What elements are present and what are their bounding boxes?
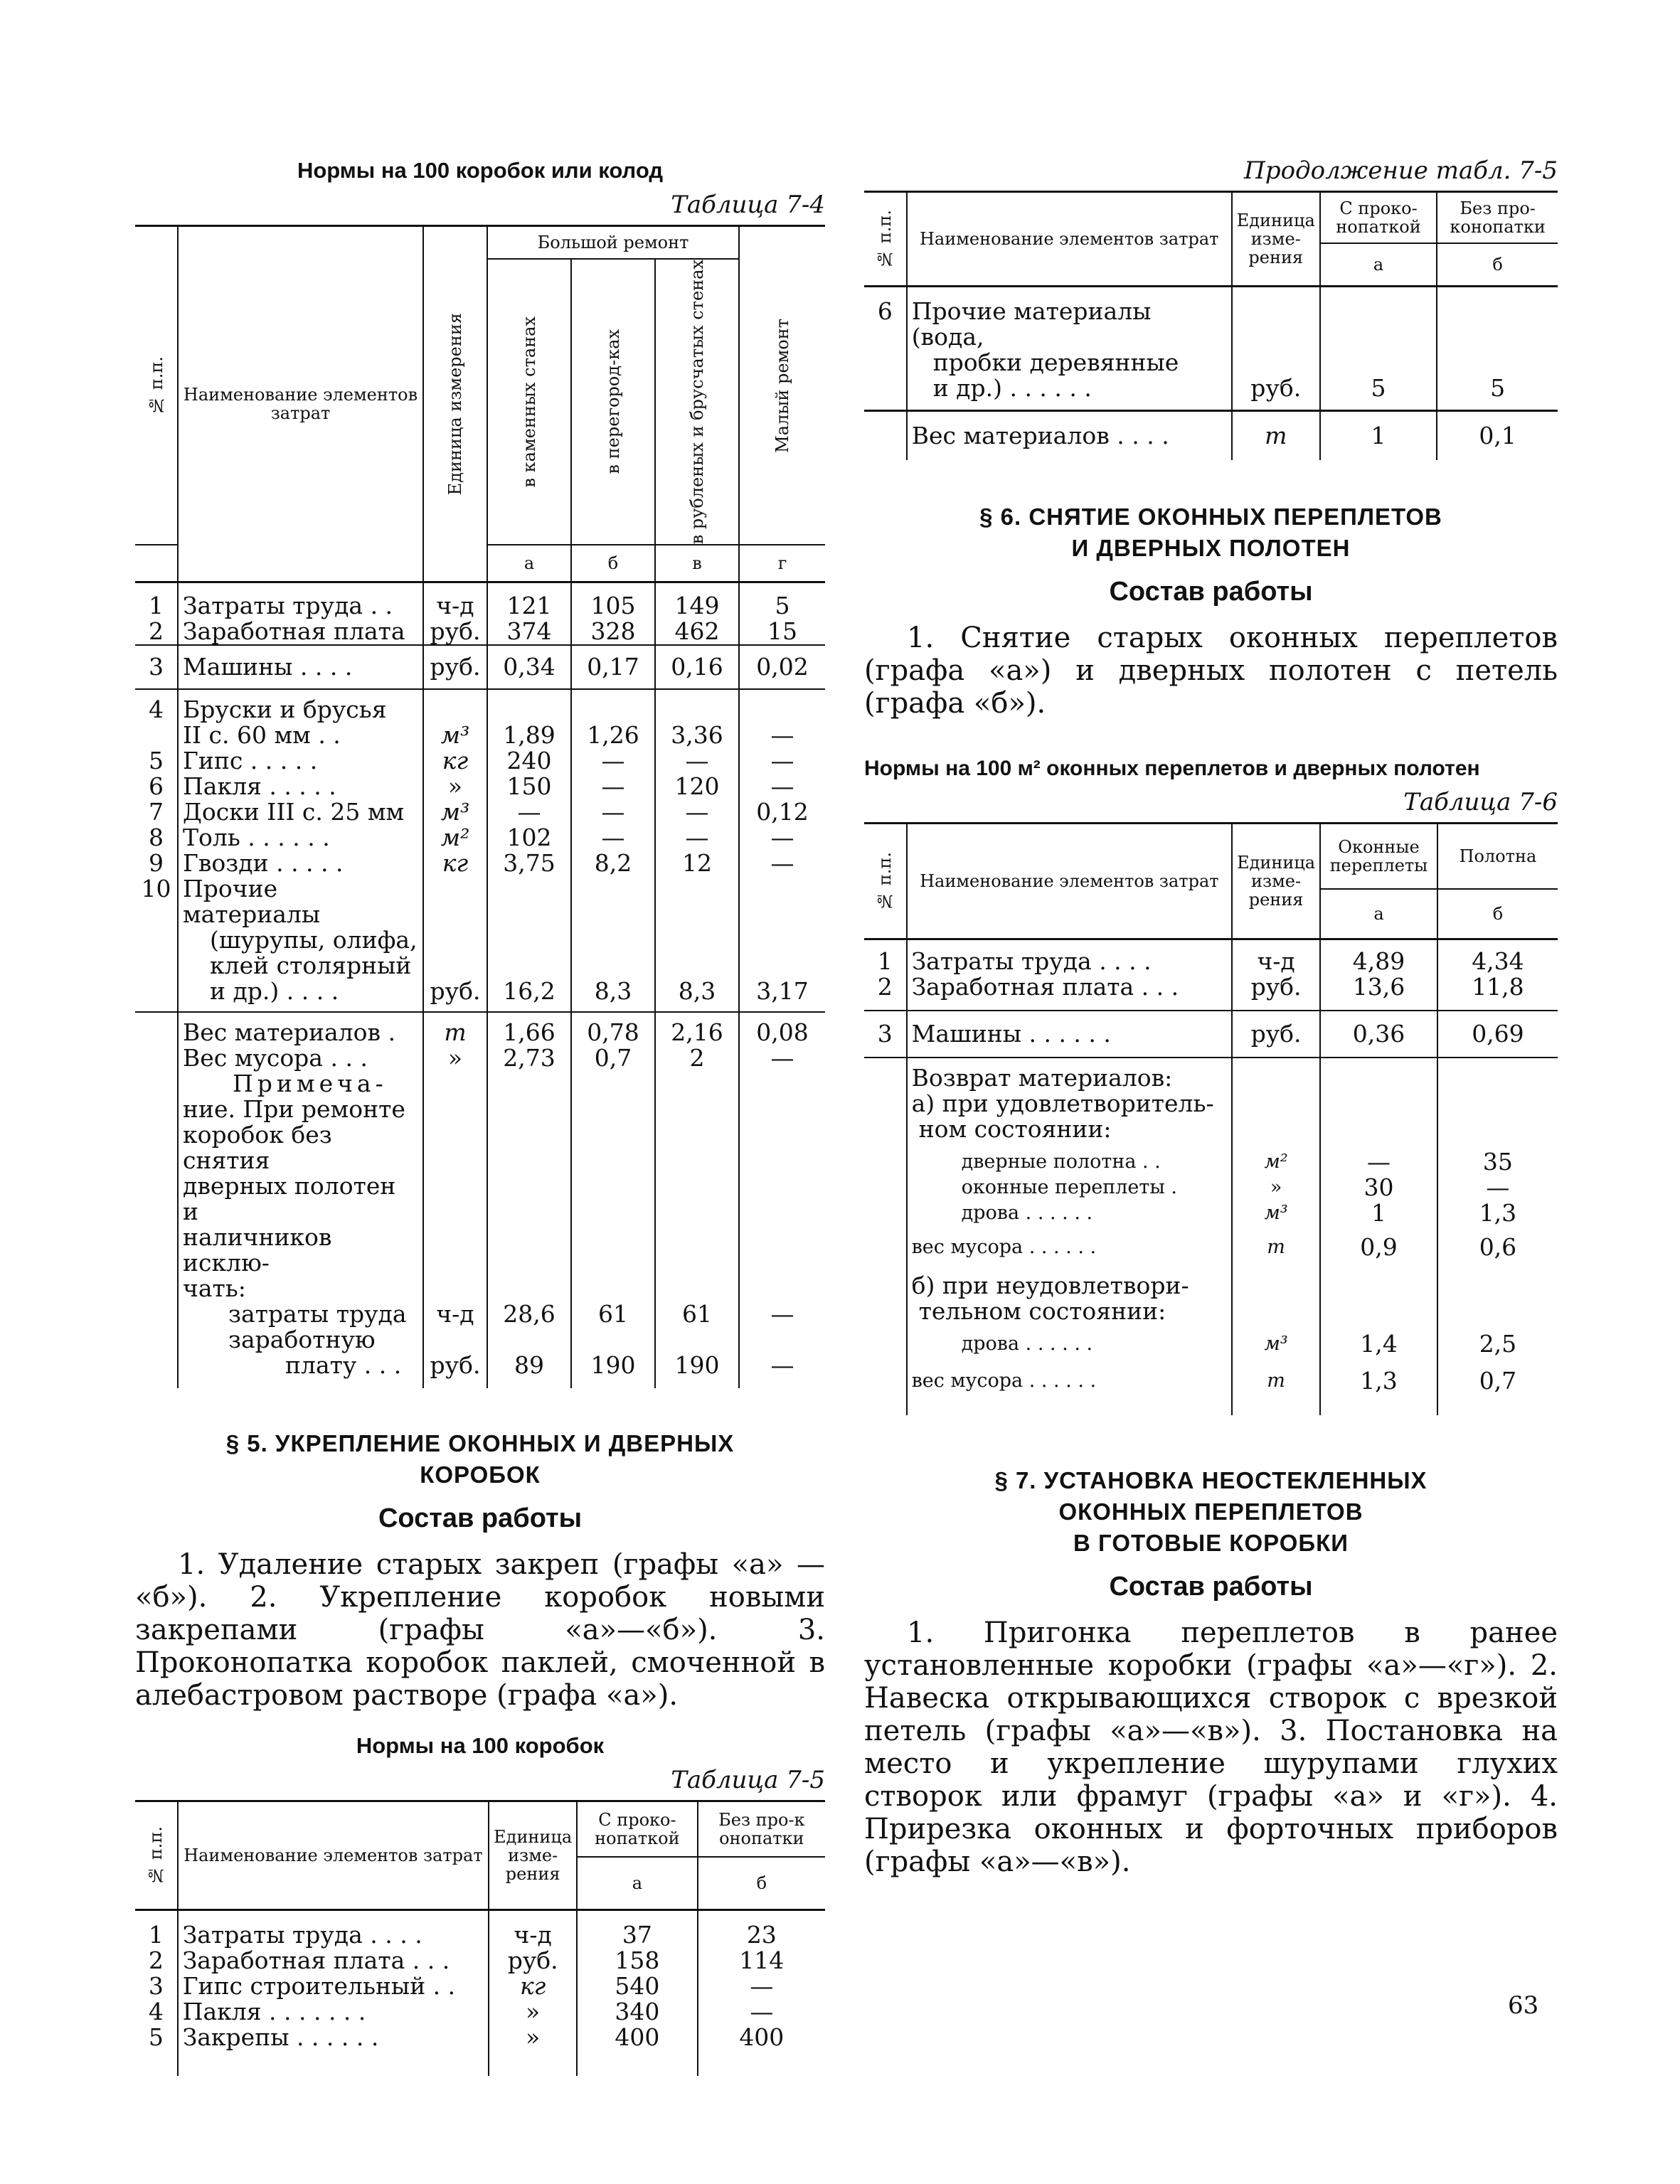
cell-b: 0,1 xyxy=(1437,411,1558,461)
cell-b: — xyxy=(571,799,655,825)
row-num: 3 xyxy=(149,653,164,681)
row-unit: м³ xyxy=(423,723,487,748)
col-num-header: № п.п. xyxy=(146,1826,166,1885)
row-num: 3 xyxy=(148,1972,164,2001)
cell-b: 1,3 xyxy=(1437,1200,1558,1235)
cell-a: 121 xyxy=(487,582,571,619)
cell-v: 3,36 xyxy=(655,723,739,748)
big-repair-header: Большой ремонт xyxy=(487,226,739,260)
row-name: Вес материалов . . . . xyxy=(907,411,1232,461)
table-7-6-number: Таблица 7-6 xyxy=(1403,788,1558,816)
row-num: 7 xyxy=(149,798,164,826)
cell-g: — xyxy=(739,723,825,748)
row-name: Машины . . . . xyxy=(178,645,423,689)
row-num: 2 xyxy=(149,617,164,646)
cell-a: 1,89 xyxy=(487,723,571,748)
col-b-header: в перегород-ках xyxy=(603,329,623,474)
cell-a: 5 xyxy=(1320,375,1437,411)
row-name: пробки деревянные xyxy=(907,350,1232,375)
row-num: 1 xyxy=(148,1921,164,1949)
row-name: б) при неудовлетвори- xyxy=(907,1273,1232,1299)
row-num: 6 xyxy=(149,772,164,801)
row-name: дрова . . . . . . xyxy=(907,1200,1232,1235)
row-name: и др.) . . . . xyxy=(178,979,423,1012)
col-name-header: Наименование элементов затрат xyxy=(907,192,1232,287)
row-name: Затраты труда . . . . xyxy=(907,939,1232,975)
col-b-header: Без про-конопатки xyxy=(1437,192,1558,244)
cell-v: — xyxy=(655,799,739,825)
table-7-4-caption: Нормы на 100 коробок или колод xyxy=(297,158,664,183)
cell-a: 102 xyxy=(487,825,571,851)
col-v-header: в рубленых и брусчатых стенах xyxy=(687,260,707,545)
section-6-subtitle: Состав работы xyxy=(1109,577,1313,607)
col-a-letter: а xyxy=(577,1857,697,1910)
row-unit: т xyxy=(423,1012,487,1045)
row-unit: » xyxy=(423,774,487,799)
cell-g: — xyxy=(739,825,825,851)
row-name: Пакля . . . . . xyxy=(178,774,423,799)
row-name: Гипс строительный . . xyxy=(178,1973,489,1999)
cell-a: 28,6 xyxy=(487,1301,571,1327)
row-name: Доски III с. 25 мм xyxy=(178,799,423,825)
cell-g: 0,02 xyxy=(739,645,825,689)
section-7-subtitle: Состав работы xyxy=(1109,1572,1313,1602)
note-line: Примеча- xyxy=(233,1070,388,1098)
cell-a: 1,66 xyxy=(487,1012,571,1045)
cell-b: 2,5 xyxy=(1437,1331,1558,1368)
section-5-text: 1. Удаление старых закреп (графы «а» — «б»). 2. Укрепление коробок новыми закрепами (графы «а»—«б»). 3. Проконопатка коробок паклей, смоченной в алебастровом растворе (графа «а»). xyxy=(135,1548,825,1712)
row-name: Пакля . . . . . . . xyxy=(178,1999,489,2025)
cell-b: — xyxy=(698,1999,825,2025)
row-unit: м² xyxy=(1232,1149,1320,1175)
col-num-header: № п.п. xyxy=(875,851,895,911)
col-b-header: Полотна xyxy=(1437,824,1558,890)
cell-a: 3,75 xyxy=(487,851,571,876)
col-a-header: в каменных станах xyxy=(519,316,539,488)
row-name: Прочие материалы (вода, xyxy=(907,287,1232,351)
cell-b: — xyxy=(571,748,655,774)
cell-v: 61 xyxy=(655,1301,739,1327)
cell-b: 0,69 xyxy=(1437,1011,1558,1058)
row-unit: ч-д xyxy=(489,1910,577,1949)
cell-v: 462 xyxy=(655,619,739,645)
row-unit: руб. xyxy=(423,645,487,689)
cell-g: — xyxy=(739,774,825,799)
row-name: а) при удовлетворитель- xyxy=(907,1091,1232,1117)
row-unit: » xyxy=(489,1999,577,2025)
cell-b: 0,6 xyxy=(1437,1235,1558,1273)
row-name: Толь . . . . . . xyxy=(178,825,423,851)
row-unit: м³ xyxy=(1232,1200,1320,1235)
col-name-header: Наименование элементов затрат xyxy=(178,1801,489,1910)
cell-b: 4,34 xyxy=(1437,939,1558,975)
cell-v: 2 xyxy=(655,1045,739,1071)
section-7-text: 1. Пригонка переплетов в ранее установленные коробки (графы «а»—«г»). 2. Навеска открывающихся створок с врезкой петель (графы «а»—«в»). 3. Постановка на место и укрепление шурупами глухих створок или фрамуг (графы «а» и «г»). 4. Прирезка оконных и форточных приборов (графы «а»—«в»). xyxy=(864,1616,1558,1878)
section-5-subtitle: Состав работы xyxy=(378,1503,583,1534)
row-unit: т xyxy=(1232,1368,1320,1415)
col-b-header: Без про-к онопатки xyxy=(698,1801,825,1858)
row-num: 8 xyxy=(149,824,164,852)
cell-g: — xyxy=(739,1045,825,1071)
row-name: II с. 60 мм . . xyxy=(178,723,423,748)
row-unit: м³ xyxy=(1232,1331,1320,1368)
cell-g: 3,17 xyxy=(739,979,825,1012)
row-num: 10 xyxy=(141,875,171,903)
row-name: и др.) . . . . . . xyxy=(907,375,1232,411)
row-unit: кг xyxy=(423,748,487,774)
row-unit: » xyxy=(1232,1175,1320,1200)
cell-a: 2,73 xyxy=(487,1045,571,1071)
col-unit-header: Единица измерения xyxy=(445,312,465,496)
row-name: тельном состоянии: xyxy=(907,1299,1232,1331)
col-a-header: С проко-нопаткой xyxy=(1320,192,1437,244)
row-name: вес мусора . . . . . . xyxy=(907,1235,1232,1273)
cell-a: 1 xyxy=(1320,1200,1437,1235)
cell-v: 2,16 xyxy=(655,1012,739,1045)
cell-v: 120 xyxy=(655,774,739,799)
cell-b: 0,17 xyxy=(571,645,655,689)
left-column xyxy=(135,0,825,2076)
note xyxy=(178,1071,423,1301)
cell-a: — xyxy=(1320,1149,1437,1175)
row-name: Затраты труда . . xyxy=(178,582,423,619)
row-num: 4 xyxy=(148,1998,164,2026)
cell-a: 540 xyxy=(577,1973,697,1999)
row-num xyxy=(135,723,178,748)
cell-a: 1,4 xyxy=(1320,1331,1437,1368)
row-unit: руб. xyxy=(423,979,487,1012)
col-a-header: Оконные переплеты xyxy=(1320,824,1437,890)
cell-b: 35 xyxy=(1437,1149,1558,1175)
row-name: Заработная плата . . . xyxy=(907,974,1232,1011)
row-name: Машины . . . . . . xyxy=(907,1011,1232,1058)
cell-v: 149 xyxy=(655,582,739,619)
cell-v: 190 xyxy=(655,1353,739,1388)
row-unit: т xyxy=(1232,411,1320,461)
table-7-5-continuation-number: Продолжение табл. 7-5 xyxy=(1244,156,1558,185)
row-num: 1 xyxy=(877,947,893,975)
row-name: Прочие материалы xyxy=(178,876,423,927)
row-unit: т xyxy=(1232,1235,1320,1273)
cell-b: 0,78 xyxy=(571,1012,655,1045)
section-5-title: § 5. УКРЕПЛЕНИЕ ОКОННЫХ И ДВЕРНЫХ КОРОБОК xyxy=(225,1430,735,1488)
cell-g: — xyxy=(739,1353,825,1388)
cell-b: 8,3 xyxy=(571,979,655,1012)
cell-g: 0,12 xyxy=(739,799,825,825)
row-name: вес мусора . . . . . . xyxy=(907,1368,1232,1415)
row-unit: м³ xyxy=(423,799,487,825)
row-name: клей столярный xyxy=(178,953,423,979)
cell-a: 13,6 xyxy=(1320,974,1437,1011)
row-num: 4 xyxy=(149,696,164,724)
cell-b: 105 xyxy=(571,582,655,619)
note-line: ние. При ремонте xyxy=(183,1095,405,1124)
table-7-6 xyxy=(864,822,1558,1415)
row-name: Затраты труда . . . . xyxy=(178,1910,489,1949)
row-name: Бруски и брусья xyxy=(178,689,423,723)
row-name: дрова . . . . . . xyxy=(907,1331,1232,1368)
table-7-5-continuation xyxy=(864,191,1558,460)
cell-g: — xyxy=(739,1301,825,1327)
note-line: дверных полотен и xyxy=(183,1172,396,1226)
cell-g: 5 xyxy=(739,582,825,619)
cell-a: 0,36 xyxy=(1320,1011,1437,1058)
cell-a: 37 xyxy=(577,1910,697,1949)
col-a-letter: а xyxy=(1320,889,1437,939)
cell-v: 0,16 xyxy=(655,645,739,689)
right-column xyxy=(864,0,1558,1878)
col-v-letter: в xyxy=(655,545,739,582)
row-name: Гипс . . . . . xyxy=(178,748,423,774)
section-6-text: 1. Снятие старых оконных переплетов (графа «а») и дверных полотен с петель (графа «б»). xyxy=(864,622,1558,720)
cell-a: 89 xyxy=(487,1353,571,1388)
cell-a: 0,34 xyxy=(487,645,571,689)
row-unit: ч-д xyxy=(423,1301,487,1327)
cell-v: — xyxy=(655,748,739,774)
row-num: 6 xyxy=(877,297,893,325)
row-unit: » xyxy=(423,1045,487,1071)
row-num: 2 xyxy=(877,973,893,1001)
cell-b: 190 xyxy=(571,1353,655,1388)
row-num: 1 xyxy=(149,592,164,620)
cell-a: 374 xyxy=(487,619,571,645)
cell-a: 1 xyxy=(1320,411,1437,461)
cell-b: — xyxy=(571,774,655,799)
cell-v: — xyxy=(655,825,739,851)
cell-a: 158 xyxy=(577,1948,697,1973)
row-name: Заработная плата xyxy=(178,619,423,645)
cell-b: — xyxy=(571,825,655,851)
table-7-4 xyxy=(135,225,825,1388)
row-name: оконные переплеты . xyxy=(907,1175,1232,1200)
cell-a: 400 xyxy=(577,2025,697,2076)
cell-a: 240 xyxy=(487,748,571,774)
cell-b: 0,7 xyxy=(1437,1368,1558,1415)
col-unit-header: Единица изме-рения xyxy=(489,1801,577,1910)
cell-g: — xyxy=(739,851,825,876)
col-a-header: С проко-нопаткой xyxy=(577,1801,697,1858)
row-num: 2 xyxy=(148,1946,164,1975)
row-unit: м² xyxy=(423,825,487,851)
row-num: 9 xyxy=(149,849,164,878)
table-7-6-caption: Нормы на 100 м² оконных переплетов и дверных полотен xyxy=(864,757,1480,780)
cell-b: 11,8 xyxy=(1437,974,1558,1011)
small-repair-header: Малый ремонт xyxy=(772,318,792,453)
col-a-letter: а xyxy=(487,545,571,582)
row-name: (шурупы, олифа, xyxy=(178,927,423,953)
cell-b: 8,2 xyxy=(571,851,655,876)
col-b-letter: б xyxy=(1437,889,1558,939)
col-b-letter: б xyxy=(698,1857,825,1910)
cell-a: 150 xyxy=(487,774,571,799)
row-unit: руб. xyxy=(1232,1011,1320,1058)
row-name: затраты труда xyxy=(178,1301,423,1327)
cell-b: 1,26 xyxy=(571,723,655,748)
row-name: Закрепы . . . . . . xyxy=(178,2025,489,2076)
row-name: дверные полотна . . xyxy=(907,1149,1232,1175)
row-unit: кг xyxy=(423,851,487,876)
row-unit: ч-д xyxy=(423,582,487,619)
row-name: ном состоянии: xyxy=(907,1117,1232,1149)
cell-b: — xyxy=(1437,1175,1558,1200)
cell-a: 1,3 xyxy=(1320,1368,1437,1415)
row-name: заработную xyxy=(178,1327,423,1353)
row-unit: кг xyxy=(489,1973,577,1999)
row-name: Возврат материалов: xyxy=(907,1058,1232,1091)
col-num-header: № п.п. xyxy=(146,356,166,415)
row-unit: руб. xyxy=(1232,375,1320,411)
col-g-letter: г xyxy=(739,545,825,582)
cell-b: 114 xyxy=(698,1948,825,1973)
cell-g: — xyxy=(739,748,825,774)
cell-a: — xyxy=(487,799,571,825)
cell-b: 23 xyxy=(698,1910,825,1949)
row-name: Вес мусора . . . xyxy=(178,1045,423,1071)
section-7-title: § 7. УСТАНОВКА НЕОСТЕКЛЕННЫХ ОКОННЫХ ПЕРЕПЛЕТОВ В ГОТОВЫЕ КОРОБКИ xyxy=(994,1467,1428,1556)
row-name: Вес материалов . xyxy=(178,1012,423,1045)
row-unit: руб. xyxy=(489,1948,577,1973)
cell-g: 15 xyxy=(739,619,825,645)
col-name-header: Наименование элементов затрат xyxy=(907,824,1232,939)
note-line: наличников исклю- xyxy=(183,1223,332,1277)
cell-a: 30 xyxy=(1320,1175,1437,1200)
cell-a: 340 xyxy=(577,1999,697,2025)
page-number: 63 xyxy=(1508,1991,1539,2020)
cell-a: 16,2 xyxy=(487,979,571,1012)
row-unit: » xyxy=(489,2025,577,2076)
note-line: коробок без снятия xyxy=(183,1121,332,1175)
row-unit: руб. xyxy=(423,619,487,645)
row-num: 3 xyxy=(877,1020,893,1048)
row-name: плату . . . xyxy=(178,1353,423,1388)
row-unit: руб. xyxy=(423,1353,487,1388)
cell-b: 0,7 xyxy=(571,1045,655,1071)
table-7-5 xyxy=(135,1800,825,2076)
table-7-5-number: Таблица 7-5 xyxy=(671,1766,825,1795)
col-a-letter: а xyxy=(1320,243,1437,287)
col-b-letter: б xyxy=(571,545,655,582)
cell-b: — xyxy=(698,1973,825,1999)
cell-g: 0,08 xyxy=(739,1012,825,1045)
row-unit: ч-д xyxy=(1232,939,1320,975)
cell-a: 4,89 xyxy=(1320,939,1437,975)
col-num-header: № п.п. xyxy=(875,209,895,269)
row-num: 5 xyxy=(149,747,164,775)
cell-b: 5 xyxy=(1437,375,1558,411)
row-name: Заработная плата . . . xyxy=(178,1948,489,1973)
col-unit-header: Единица изме-рения xyxy=(1232,824,1320,939)
cell-a: 0,9 xyxy=(1320,1235,1437,1273)
table-7-5-caption: Нормы на 100 коробок xyxy=(356,1733,605,1759)
cell-v: 12 xyxy=(655,851,739,876)
cell-b: 61 xyxy=(571,1301,655,1327)
col-b-letter: б xyxy=(1437,243,1558,287)
section-6-title: § 6. СНЯТИЕ ОКОННЫХ ПЕРЕПЛЕТОВ И ДВЕРНЫХ ПОЛОТЕН xyxy=(979,504,1442,561)
row-num: 5 xyxy=(148,2023,164,2052)
cell-b: 328 xyxy=(571,619,655,645)
row-unit: руб. xyxy=(1232,974,1320,1011)
cell-b: 400 xyxy=(698,2025,825,2076)
col-unit-header: Единица изме-рения xyxy=(1232,192,1320,287)
col-name-header: Наименование элементов затрат xyxy=(178,226,423,582)
cell-v: 8,3 xyxy=(655,979,739,1012)
table-7-4-number: Таблица 7-4 xyxy=(671,191,825,219)
note-line: чать: xyxy=(183,1274,246,1303)
row-name: Гвозди . . . . . xyxy=(178,851,423,876)
